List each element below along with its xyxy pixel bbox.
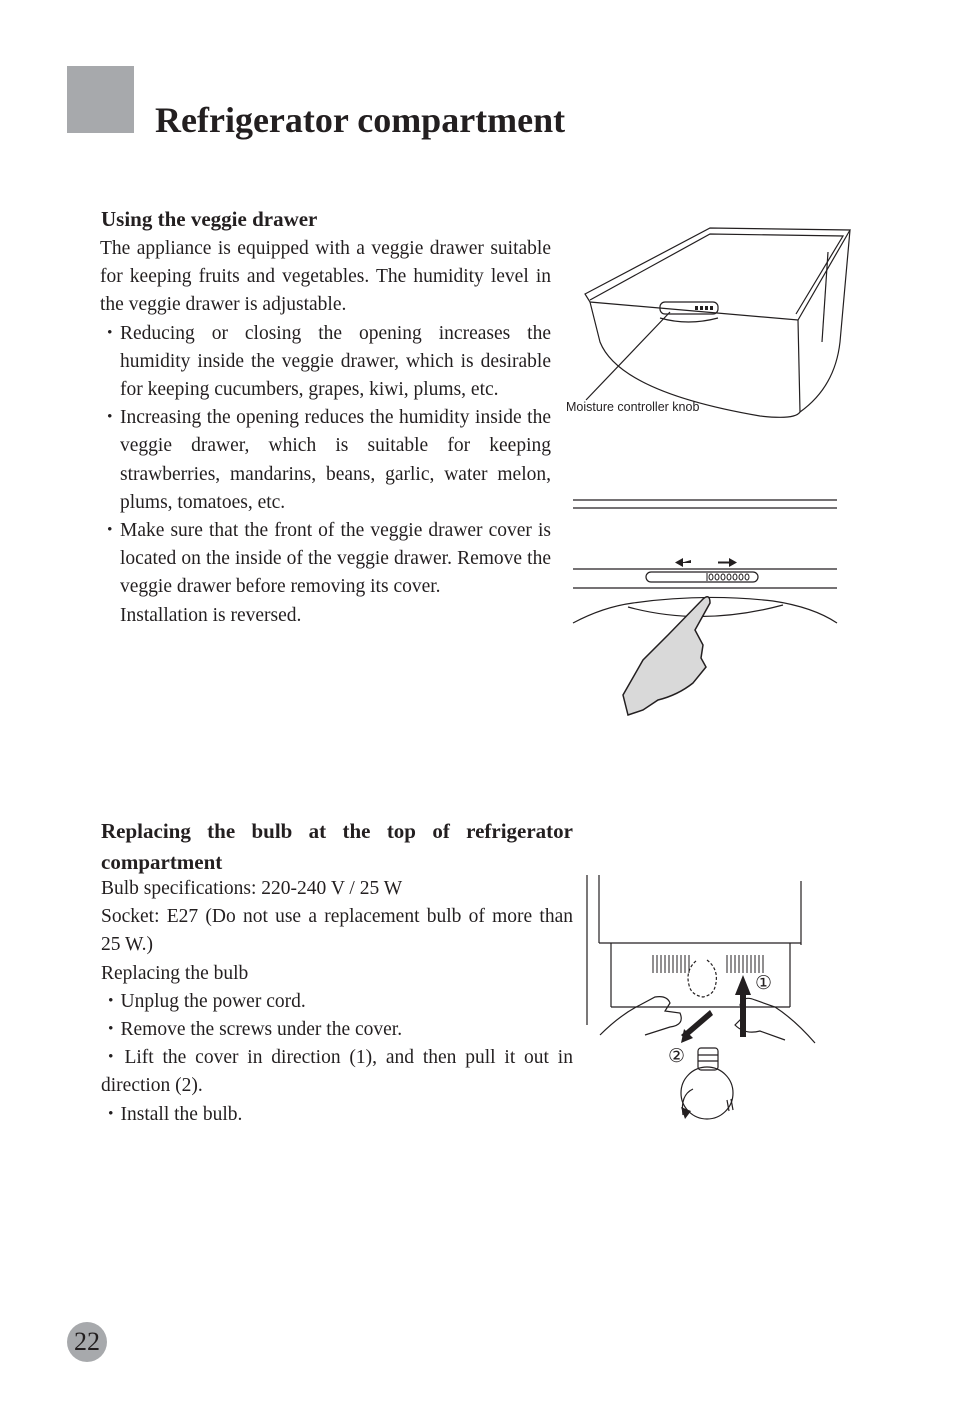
bulb-step xyxy=(101,1016,573,1044)
veggie-drawer-illustration xyxy=(560,222,850,422)
bulb-step xyxy=(101,1101,573,1129)
bulb-heading: Replacing the bulb at the top of refrigerator compartment xyxy=(101,819,573,874)
bulb-step-text: Unplug the power cord. xyxy=(120,990,306,1012)
knob-closeup-illustration xyxy=(573,495,837,720)
bullet-dot: ・ xyxy=(100,322,120,344)
bulb-replacement-illustration xyxy=(585,875,820,1130)
bullet-dot: ・ xyxy=(101,1103,121,1125)
veggie-heading: Using the veggie drawer xyxy=(101,207,318,231)
bulb-step-text: Lift the cover in direction (1), and then pull it out in direction (2). xyxy=(101,1047,573,1097)
veggie-bullet xyxy=(100,404,551,517)
page-number: 22 xyxy=(67,1322,107,1362)
veggie-bullet-text: Increasing the opening reduces the humidity inside the veggie drawer, which is suitable for keeping strawberries, mandarins, beans, garlic, water melon, plums, tomatoes, etc. xyxy=(120,407,551,513)
veggie-bullet-text: Reducing or closing the opening increases the humidity inside the veggie drawer, which is desirable for keeping cucumbers, grapes, kiwi, plums, etc. xyxy=(120,322,551,401)
bulb-subheading: Replacing the bulb xyxy=(101,962,249,984)
bulb-spec: Bulb specifications: 220-240 V / 25 W xyxy=(101,878,403,899)
bulb-body xyxy=(101,875,573,1129)
veggie-note: Installation is reversed. xyxy=(120,604,302,626)
veggie-bullet xyxy=(100,517,551,602)
veggie-bullet xyxy=(100,320,551,405)
bullet-dot: ・ xyxy=(100,407,120,429)
bulb-step xyxy=(101,988,573,1016)
direction-marker-2: ② xyxy=(668,1046,686,1067)
veggie-intro: The appliance is equipped with a veggie drawer suitable for keeping fruits and vegetables. The humidity level in the veggie drawer is adjustable. xyxy=(100,238,551,316)
bullet-dot: ・ xyxy=(101,1019,121,1041)
direction-marker-1: ① xyxy=(755,973,773,994)
bullet-dot: ・ xyxy=(101,990,121,1012)
bullet-dot: ・ xyxy=(100,520,120,542)
bulb-step-text: Install the bulb. xyxy=(120,1103,243,1125)
section-marker-block xyxy=(67,66,134,133)
page-title: Refrigerator compartment xyxy=(155,100,566,140)
veggie-body xyxy=(100,235,551,630)
bulb-socket: Socket: E27 (Do not use a replacement bulb of more than 25 W.) xyxy=(101,906,573,956)
bulb-step xyxy=(101,1044,573,1100)
veggie-bullet-text: Make sure that the front of the veggie drawer cover is located on the inside of the veggie drawer. Remove the veggie drawer before removing its cover. xyxy=(120,520,551,598)
figure-caption: Moisture controller knob xyxy=(566,400,700,414)
bulb-step-text: Remove the screws under the cover. xyxy=(120,1019,403,1041)
bullet-dot: ・ xyxy=(101,1047,125,1069)
